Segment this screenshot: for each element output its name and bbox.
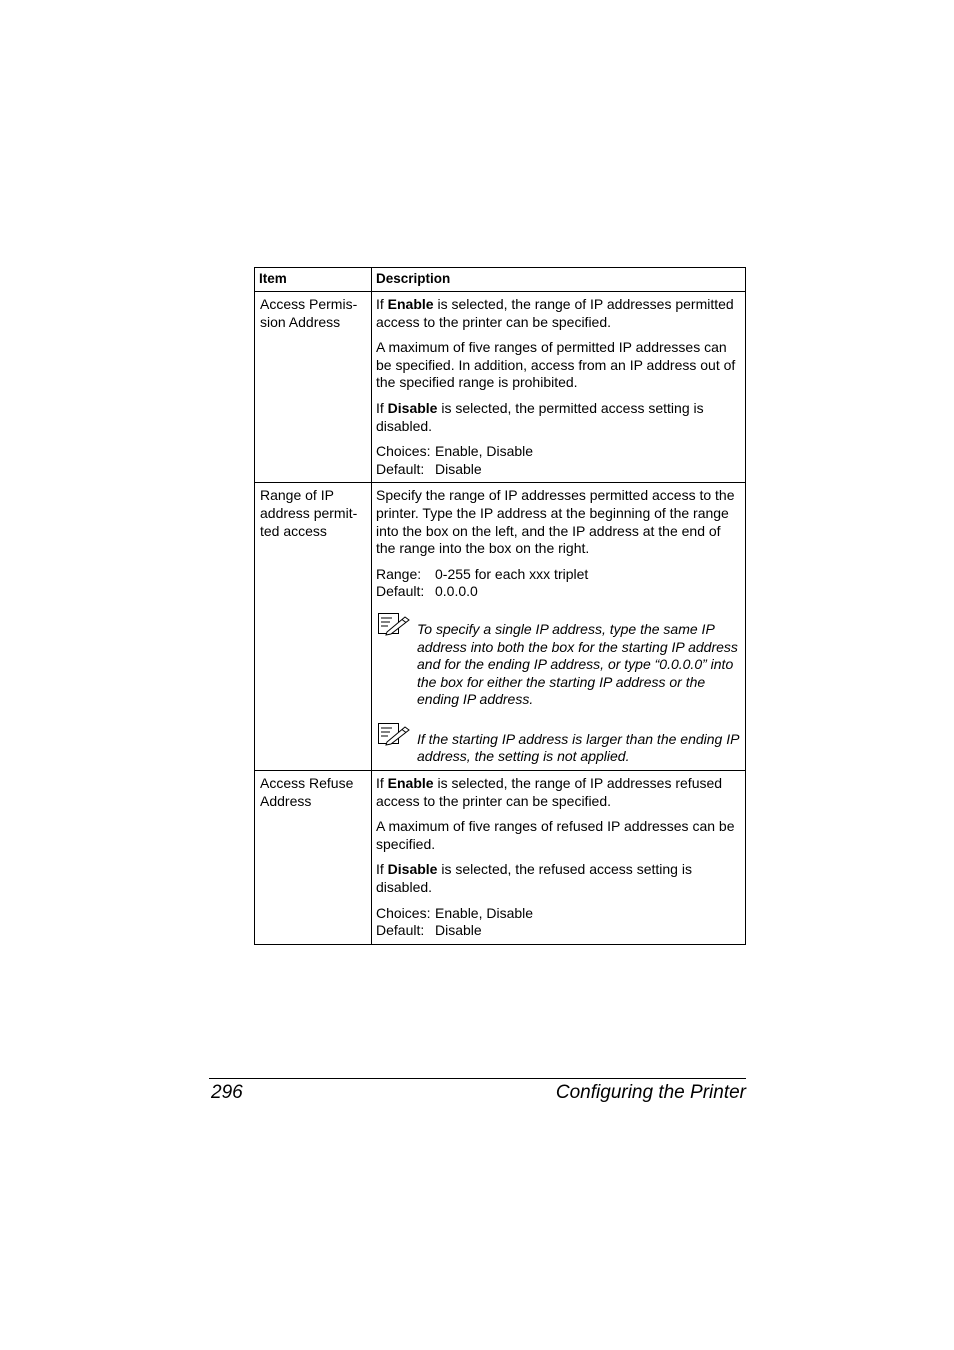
table-row [255,483,746,771]
settings-table [254,267,746,945]
description-cell [372,771,746,945]
default-line: Default: Disable [376,922,482,939]
header-description: Description [372,268,746,292]
table-row [255,771,746,945]
choices-block [376,905,742,940]
choices-line: Choices: Enable, Disable [376,904,534,921]
description-cell [372,292,746,483]
note-text: If the starting IP address is larger than the ending IP address, the setting is not applied. [417,730,739,765]
default-line: Default: 0.0.0.0 [376,583,478,600]
description-paragraph: If Disable is selected, the permitted access setting is disabled. [376,399,704,434]
table-row [255,292,746,483]
table-header-row [255,268,746,292]
item-label: Access Permis- sion Address [260,296,358,330]
enable-term: Enable [387,296,434,312]
item-access-refuse-address [255,771,372,945]
range-line: Range: 0-255 for each xxx triplet [376,565,589,582]
description-paragraph: Specify the range of IP addresses permitted access to the printer. Type the IP address at the beginning of the range into the box on the left, and the IP address at the end of the range into the box on the right. [376,487,735,557]
default-line: Default: Disable [376,460,482,477]
note-block [376,731,742,766]
description-paragraph: A maximum of five ranges of permitted IP addresses can be specified. In addition, access from an IP address out of the specified range is prohibited. [376,339,736,391]
description-paragraph: If Enable is selected, the range of IP addresses refused access to the printer can be specified. [376,775,723,809]
description-paragraph: If Enable is selected, the range of IP addresses permitted access to the printer can be specified. [376,296,734,330]
note-block [376,621,742,709]
description-paragraph: A maximum of five ranges of refused IP addresses can be specified. [376,818,735,852]
item-access-permission-address [255,292,372,483]
header-item: Item [255,268,372,292]
choices-line: Choices: Enable, Disable [376,443,534,460]
item-label: Range of IP address permit- ted access [260,487,358,539]
note-pencil-icon [377,612,411,636]
footer-section-title: Configuring the Printer [555,1082,746,1103]
disable-term: Disable [387,861,438,878]
enable-term: Enable [387,775,434,792]
note-pencil-icon [377,722,411,746]
description-cell [372,483,746,771]
range-block [376,566,742,601]
description-paragraph: If Disable is selected, the refused access setting is disabled. [376,861,692,896]
note-text: To specify a single IP address, type the same IP address into both the box for the starting IP address and for the ending IP address, or type “0.0.0.0” into the box for either the starting IP address or the ending IP address. [417,620,738,708]
disable-term: Disable [387,399,438,416]
item-range-of-ip [255,483,372,771]
footer-divider [209,1078,746,1079]
item-label: Access Refuse Address [260,775,354,809]
page-number: 296 [211,1082,243,1103]
choices-block [376,443,742,478]
